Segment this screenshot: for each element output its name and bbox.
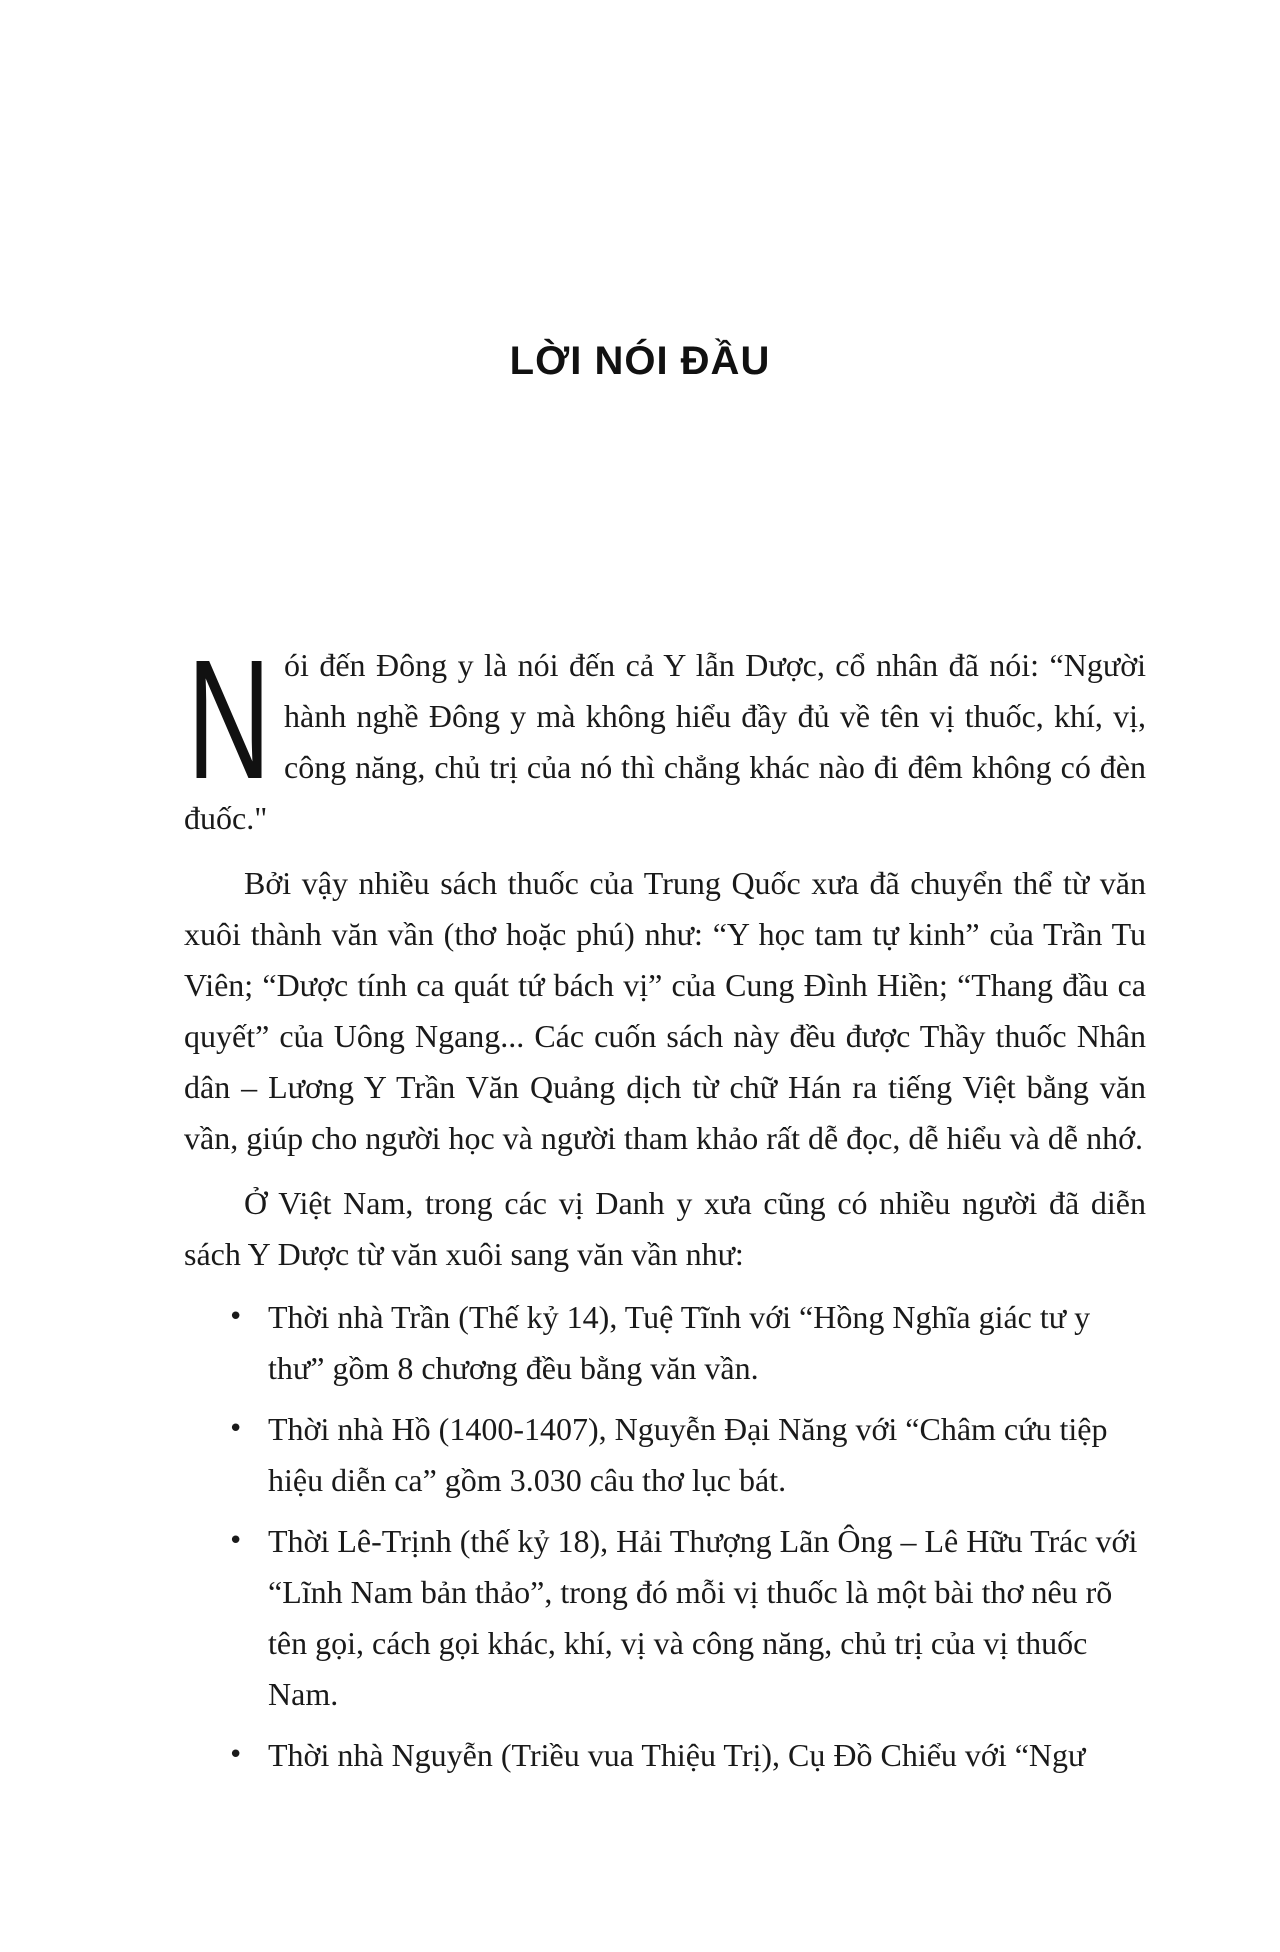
list-item-text: Thời nhà Trần (Thế kỷ 14), Tuệ Tĩnh với “Hồng Nghĩa giác tư y thư” gồm 8 chương đều bằng văn vần. [268, 1299, 1091, 1386]
intro-text: ói đến Đông y là nói đến cả Y lẫn Dược, cổ nhân đã nói: “Người hành nghề Đông y mà không hiểu đầy đủ về tên vị thuốc, khí, vị, công năng, chủ trị của nó thì chẳng khác nào đi đêm không có đèn đuốc." [184, 647, 1146, 836]
paragraph: Bởi vậy nhiều sách thuốc của Trung Quốc xưa đã chuyển thể từ văn xuôi thành văn vần (thơ hoặc phú) như: “Y học tam tự kinh” của Trần Tu Viên; “Dược tính ca quát tứ bách vị” của Cung Đình Hiền; “Thang đầu ca quyết” của Uông Ngang... Các cuốn sách này đều được Thầy thuốc Nhân dân – Lương Y Trần Văn Quảng dịch từ chữ Hán ra tiếng Việt bằng văn vần, giúp cho người học và người tham khảo rất dễ đọc, dễ hiểu và dễ nhớ. [184, 865, 1146, 1156]
drop-cap-letter: N [187, 644, 271, 784]
intro-paragraph [184, 640, 1146, 844]
list-item [184, 1730, 1146, 1781]
list-item-text: Thời nhà Nguyễn (Triều vua Thiệu Trị), Cụ Đồ Chiểu với “Ngư [268, 1737, 1086, 1773]
bullet-icon: • [228, 1302, 244, 1332]
bullet-icon: • [228, 1526, 244, 1556]
bullet-list [184, 1292, 1146, 1781]
drop-cap-glyph [184, 644, 274, 784]
paragraph: Ở Việt Nam, trong các vị Danh y xưa cũng có nhiều người đã diễn sách Y Dược từ văn xuôi sang văn vần như: [184, 1185, 1146, 1272]
body-text [184, 640, 1146, 1791]
list-item-text: Thời Lê-Trịnh (thế kỷ 18), Hải Thượng Lãn Ông – Lê Hữu Trác với “Lĩnh Nam bản thảo”, trong đó mỗi vị thuốc là một bài thơ nêu rõ tên gọi, cách gọi khác, khí, vị và công năng, chủ trị của vị thuốc Nam. [268, 1523, 1138, 1712]
page-title: LỜI NÓI ĐẦU [509, 338, 771, 383]
list-item [184, 1404, 1146, 1506]
list-item-text: Thời nhà Hồ (1400-1407), Nguyễn Đại Năng với “Châm cứu tiệp hiệu diễn ca” gồm 3.030 câu thơ lục bát. [268, 1411, 1108, 1498]
bullet-icon: • [228, 1414, 244, 1444]
drop-cap [184, 644, 274, 784]
list-item [184, 1292, 1146, 1394]
list-item [184, 1516, 1146, 1720]
bullet-icon: • [228, 1740, 244, 1770]
